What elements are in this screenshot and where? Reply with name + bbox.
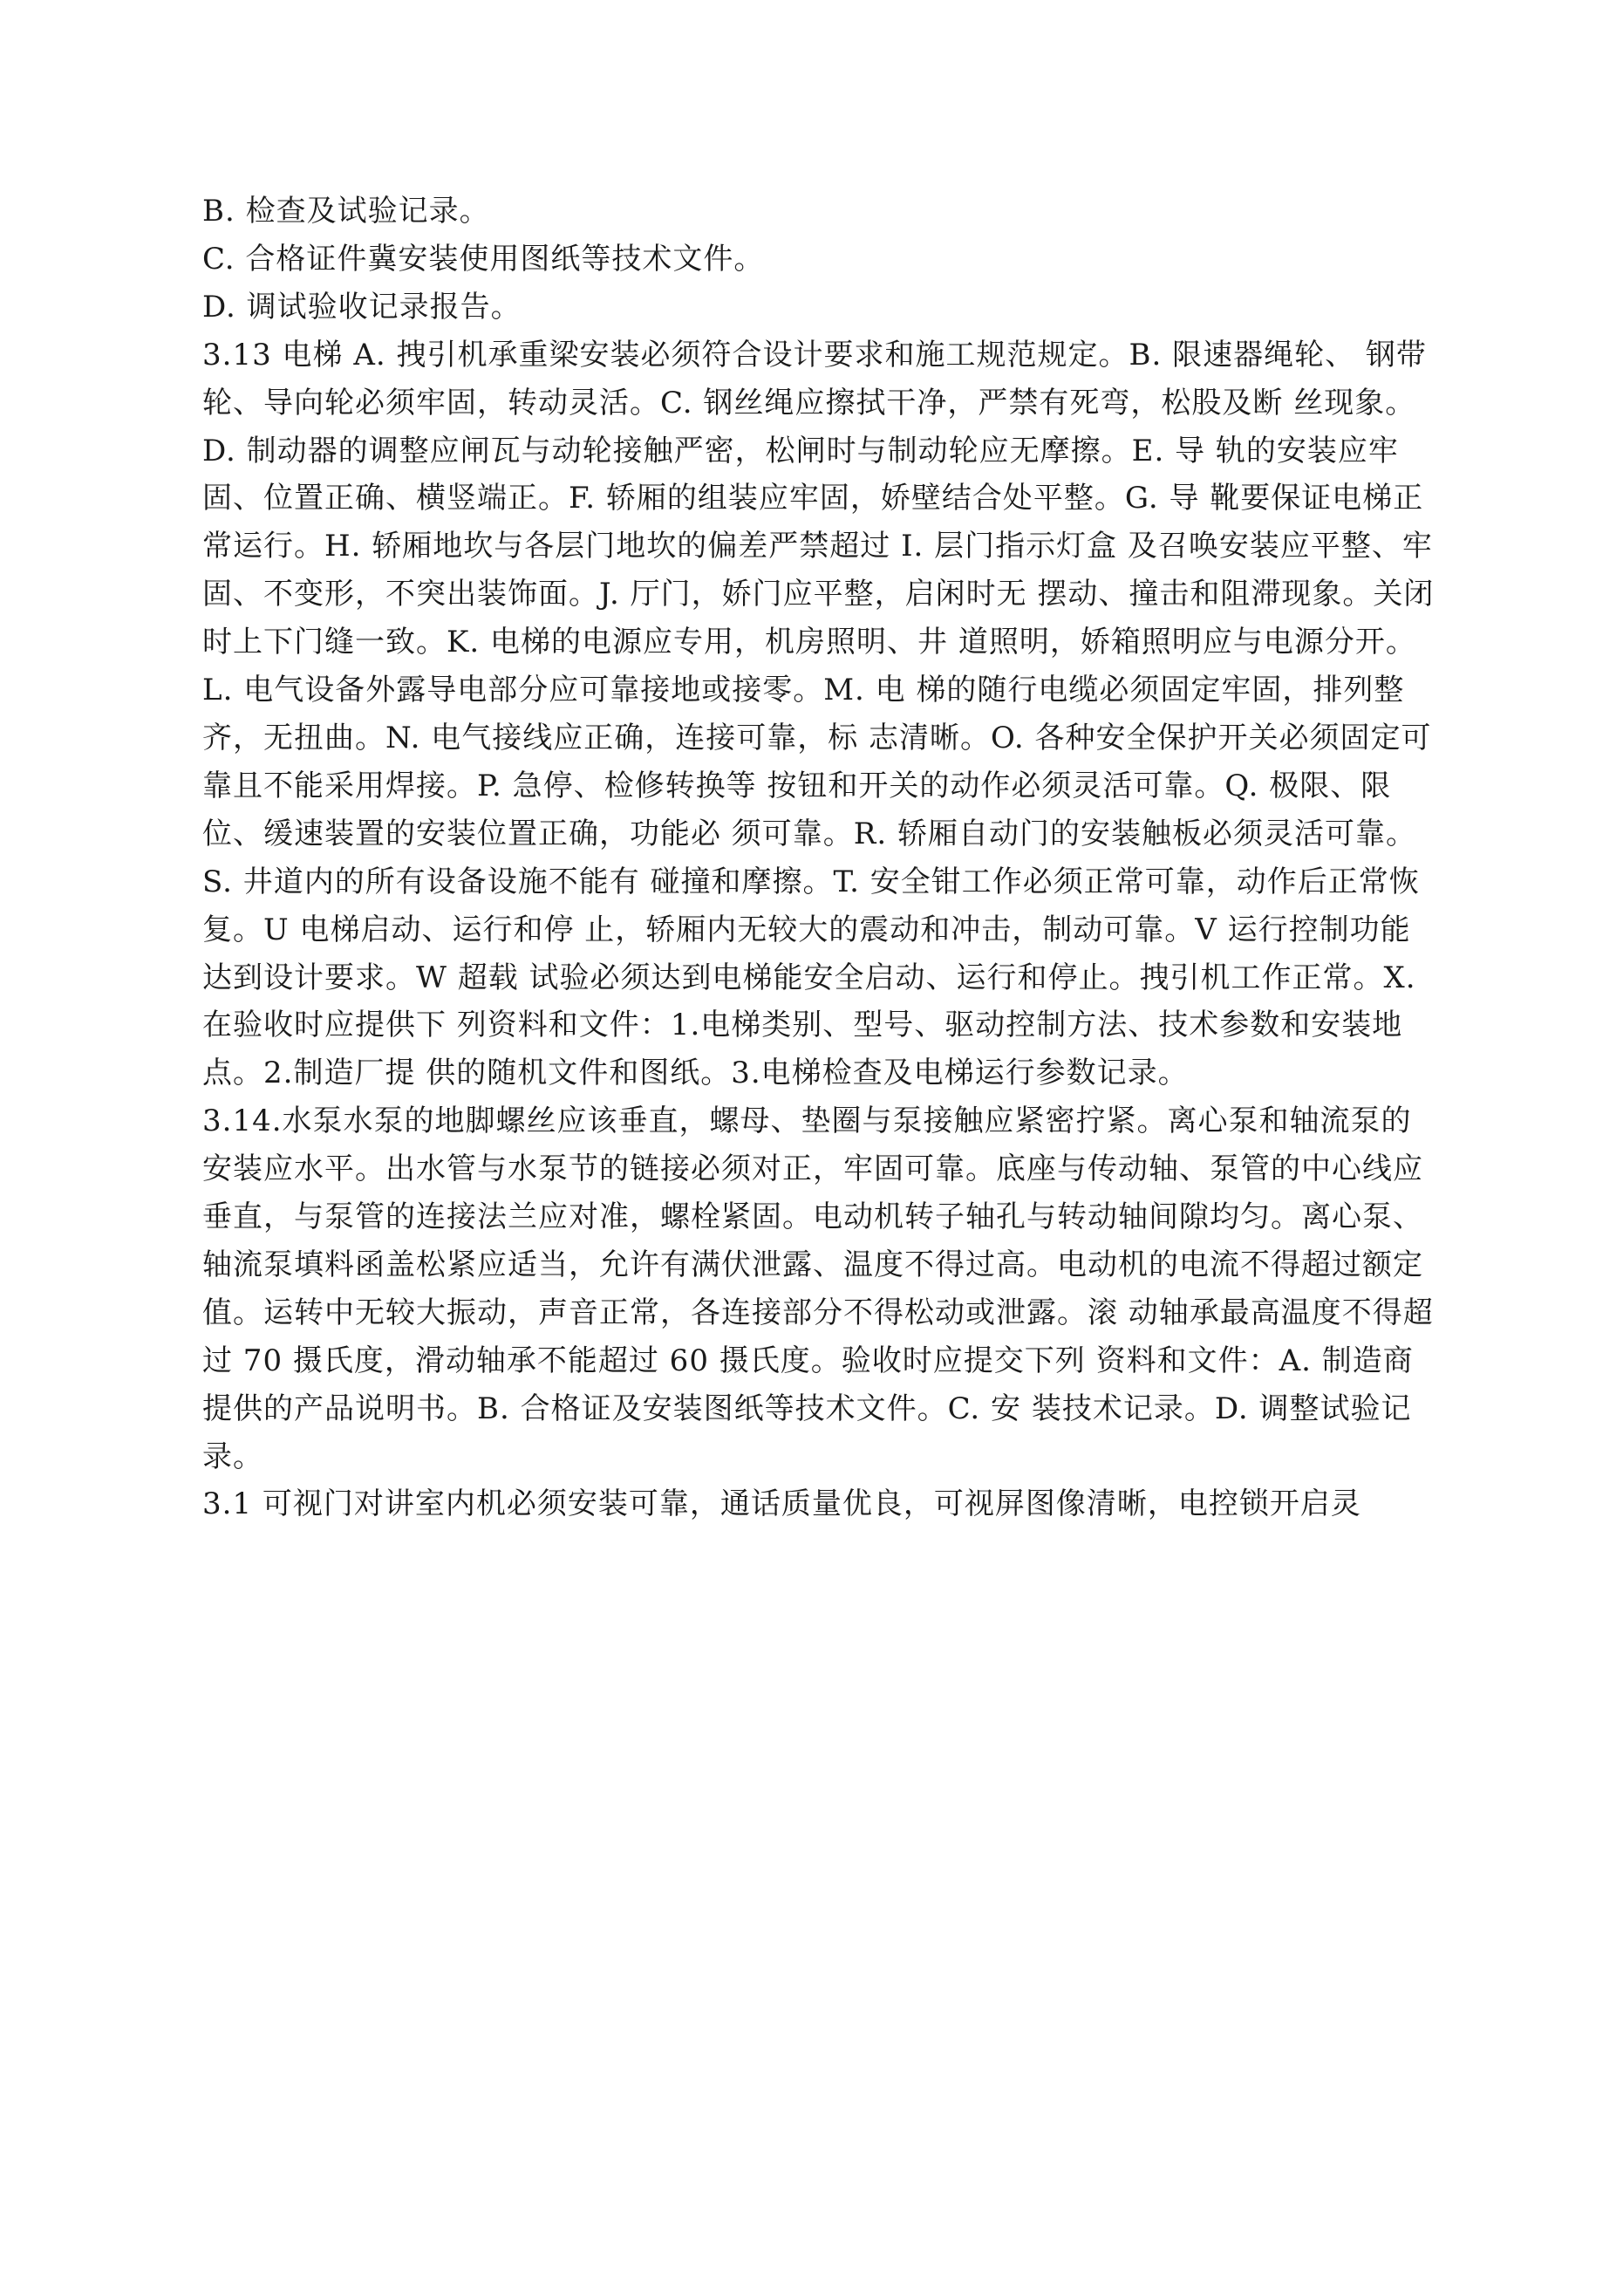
paragraph-text: C. 合格证件冀安装使用图纸等技术文件。 (202, 241, 765, 277)
paragraph-section-3-1-intercom (202, 1480, 1441, 1528)
paragraph-item-d (202, 284, 1441, 331)
paragraph-text: D. 调试验收记录报告。 (202, 289, 522, 325)
document-body (202, 188, 1441, 1528)
paragraph-text: 3.13 电梯 A. 拽引机承重梁安装必须符合设计要求和施工规范规定。B. 限速器绳轮、 钢带轮、导向轮必须牢固，转动灵活。C. 钢丝绳应擦拭干净，严禁有死弯，松股及断 丝现象。D. 制动器的调整应闸瓦与动轮接触严密，松闸时与制动轮应无摩擦。E. 导 轨的安装应牢固、位置正确、横竖端正。F. 轿厢的组装应牢固，娇壁结合处平整。G. 导 靴要保证电梯正常运行。H. 轿厢地坎与各层门地坎的偏差严禁超过 I. 层门指示灯盒 及召唤安装应平整、牢固、不变形，不突出装饰面。J. 厅门，娇门应平整，启闲时无 摆动、撞击和阻滞现象。关闭时上下门缝一致。K. 电梯的电源应专用，机房照明、井 道照明，娇箱照明应与电源分开。L. 电气设备外露导电部分应可靠接地或接零。M. 电 梯的随行电缆必须固定牢固，排列整齐，无扭曲。N. 电气接线应正确，连接可靠，标 志清晰。O. 各种安全保护开关必须固定可靠且不能采用焊接。P. 急停、检修转换等 按钮和开关的动作必须灵活可靠。Q. 极限、限位、缓速装置的安装位置正确，功能必 须可靠。R. 轿厢自动门的安装触板必须灵活可靠。S. 井道内的所有设备设施不能有 碰撞和摩擦。T. 安全钳工作必须正常可靠，动作后正常恢复。U 电梯启动、运行和停 止，轿厢内无较大的震动和冲击，制动可靠。V 运行控制功能达到设计要求。W 超载 试验必须达到电梯能安全启动、运行和停止。拽引机工作正常。X. 在验收时应提供下 列资料和文件：1.电梯类别、型号、驱动控制方法、技术参数和安装地点。2.制造厂提 供的随机文件和图纸。3.电梯检查及电梯运行参数记录。 (202, 337, 1435, 1091)
paragraph-item-c (202, 236, 1441, 284)
paragraph-item-b (202, 188, 1441, 236)
paragraph-text: B. 检查及试验记录。 (202, 194, 490, 229)
paragraph-text: 3.1 可视门对讲室内机必须安装可靠，通话质量优良，可视屏图像清晰，电控锁开启灵 (202, 1486, 1361, 1522)
paragraph-text: 3.14.水泵水泵的地脚螺丝应该垂直，螺母、垫圈与泵接触应紧密拧紧。离心泵和轴流泵的安装应水平。出水管与水泵节的链接必须对正，牢固可靠。底座与传动轴、泵管的中心线应垂直，与泵管的连接法兰应对准，螺栓紧固。电动机转子轴孔与转动轴间隙均匀。离心泵、轴流泵填料函盖松紧应适当，允许有满伏泄露、温度不得过高。电动机的电流不得超过额定值。运转中无较大振动，声音正常，各连接部分不得松动或泄露。滚 动轴承最高温度不得超过 70 摄氏度，滑动轴承不能超过 60 摄氏度。验收时应提交下列 资料和文件：A. 制造商提供的产品说明书。B. 合格证及安装图纸等技术文件。C. 安 装技术记录。D. 调整试验记录。 (202, 1104, 1434, 1474)
paragraph-section-3-14-pump (202, 1097, 1441, 1480)
paragraph-section-3-13-elevator (202, 331, 1441, 1098)
